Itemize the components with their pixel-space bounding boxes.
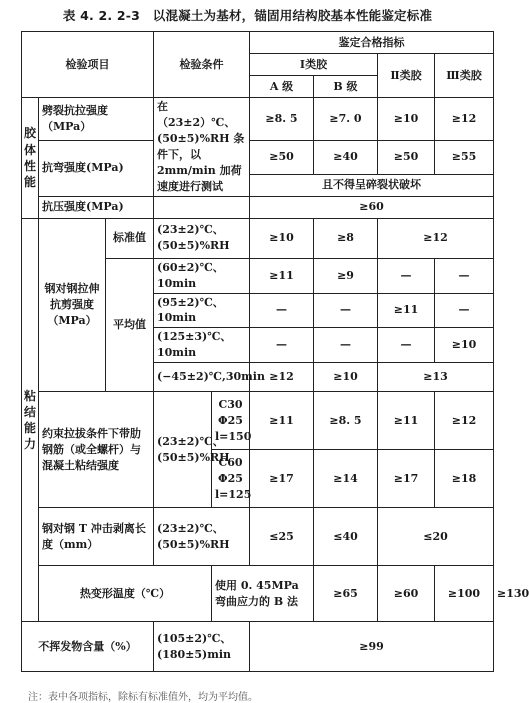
pullout-condition: (23±2)℃、(50±5)%RH (154, 392, 212, 508)
pullout-b: ≥14 (314, 450, 378, 508)
pullout-spec: C60 Φ25 l=125 (212, 450, 250, 508)
glue-flex-item: 抗弯强度(MPa) (39, 141, 154, 197)
peel-c23: ≤20 (378, 508, 494, 566)
header-grade-b: B 级 (314, 76, 378, 98)
header-criteria: 鉴定合格指标 (250, 32, 494, 54)
shear-item: 钢对钢拉伸抗剪强度（MPa） (39, 218, 106, 392)
glue-split-item: 劈裂抗拉强度（MPa） (39, 98, 154, 141)
heat-c2: ≥100 (435, 566, 494, 622)
header-class1: Ⅰ类胶 (250, 54, 378, 76)
shear-avg-c2: — (378, 328, 435, 363)
heat-a: ≥65 (314, 566, 378, 622)
glue-flex-note: 且不得呈碎裂状破坏 (250, 174, 494, 196)
shear-avg-a: — (250, 328, 314, 363)
header-grade-a: A 级 (250, 76, 314, 98)
shear-std-a: ≥10 (250, 218, 314, 258)
glue-comp-condition (154, 196, 250, 218)
heat-condition: 使用 0. 45MPa 弯曲应力的 B 法 (212, 566, 314, 622)
header-item: 检验项目 (22, 32, 154, 98)
glue-flex-b: ≥40 (314, 141, 378, 175)
glue-flex-a: ≥50 (250, 141, 314, 175)
glue-condition: 在（23±2）℃、(50±5)%RH 条件下，以 2mm/min 加荷速度进行测试 (154, 98, 250, 197)
header-class3: Ⅲ类胶 (435, 54, 494, 98)
glue-split-c3: ≥12 (435, 98, 494, 141)
spec-table: 检验项目 检验条件 鉴定合格指标 Ⅰ类胶 Ⅱ类胶 Ⅲ类胶 A 级 B 级 胶体性能 劈裂抗拉强度（MPa） 在（23±2）℃、(50±5)%RH 条件下，以 2mm/min 加荷速度进行测试 ≥8. 5 ≥7. 0 ≥10 ≥12 抗弯强度(MPa) ≥50 ≥40 ≥50 ≥55 且不得呈碎裂状破坏 抗压强度(MPa) ≥60 粘结能力 钢对钢拉伸抗剪强度（MPa） 标准值 (23±2)℃、(50±5)%RH ≥10 ≥8 ≥12 平均值 (60±2)℃、10min ≥11 ≥9 — — (95±2)℃、10min — — ≥11 — (125±3)℃、10min — — — ≥10 (−45±2)℃,30min ≥12 ≥10 ≥13 约束拉拔条件下带肋钢筋（或全螺杆）与混凝土粘结强度 (23±2)℃、(50±5)%RH C30 Φ25 l=150 ≥11 ≥8. 5 ≥11 ≥12 C60 Φ25 l=125 ≥17 ≥14 ≥17 ≥18 钢对钢 T 冲击剥离长度（mm） (23±2)℃、(50±5)%RH ≤25 ≤40 ≤20 热变形温度（℃） 使用 0. 45MPa 弯曲应力的 B 法 ≥65 ≥60 ≥100 ≥130 不挥发物含量（%） (105±2)℃、(180±5)min ≥99 (21, 31, 494, 672)
pullout-a: ≥17 (250, 450, 314, 508)
shear-std-label: 标准值 (106, 218, 154, 258)
header-condition: 检验条件 (154, 32, 250, 98)
group-label-glue: 胶体性能 (22, 98, 39, 219)
glue-split-a: ≥8. 5 (250, 98, 314, 141)
shear-avg-condition: (95±2)℃、10min (154, 293, 250, 328)
shear-avg-condition: (−45±2)℃,30min (154, 363, 250, 392)
shear-avg-c2: — (378, 258, 435, 293)
glue-flex-c3: ≥55 (435, 141, 494, 175)
heat-item: 热变形温度（℃） (39, 566, 212, 622)
shear-avg-condition: (60±2)℃、10min (154, 258, 250, 293)
nonvol-condition: (105±2)℃、(180±5)min (154, 622, 250, 672)
pullout-c3: ≥18 (435, 450, 494, 508)
table-note: 注：表中各项指标，除标有标准值外，均为平均值。 (28, 692, 258, 703)
shear-avg-c2: ≥11 (378, 293, 435, 328)
pullout-b: ≥8. 5 (314, 392, 378, 450)
nonvol-value: ≥99 (250, 622, 494, 672)
shear-avg-b: ≥10 (314, 363, 378, 392)
pullout-c2: ≥17 (378, 450, 435, 508)
shear-std-b: ≥8 (314, 218, 378, 258)
glue-comp-item: 抗压强度(MPa) (39, 196, 154, 218)
pullout-c3: ≥12 (435, 392, 494, 450)
shear-avg-a: — (250, 293, 314, 328)
shear-avg-label: 平均值 (106, 258, 154, 392)
peel-item: 钢对钢 T 冲击剥离长度（mm） (39, 508, 154, 566)
table-title: 表 4. 2. 2-3 以混凝土为基材，锚固用结构胶基本性能鉴定标准 (62, 8, 433, 23)
glue-flex-c2: ≥50 (378, 141, 435, 175)
shear-avg-condition: (125±3)℃、10min (154, 328, 250, 363)
shear-std-condition: (23±2)℃、(50±5)%RH (154, 218, 250, 258)
shear-avg-a: ≥12 (250, 363, 314, 392)
shear-avg-b: ≥9 (314, 258, 378, 293)
heat-b: ≥60 (378, 566, 435, 622)
peel-a: ≤25 (250, 508, 314, 566)
glue-split-c2: ≥10 (378, 98, 435, 141)
pullout-item: 约束拉拔条件下带肋钢筋（或全螺杆）与混凝土粘结强度 (39, 392, 154, 508)
header-class2: Ⅱ类胶 (378, 54, 435, 98)
peel-b: ≤40 (314, 508, 378, 566)
shear-avg-c3: ≥10 (435, 328, 494, 363)
shear-avg-a: ≥11 (250, 258, 314, 293)
pullout-a: ≥11 (250, 392, 314, 450)
nonvol-item: 不挥发物含量（%） (22, 622, 154, 672)
shear-std-c23: ≥12 (378, 218, 494, 258)
shear-avg-c23: ≥13 (378, 363, 494, 392)
pullout-spec: C30 Φ25 l=150 (212, 392, 250, 450)
shear-avg-b: — (314, 293, 378, 328)
pullout-c2: ≥11 (378, 392, 435, 450)
glue-split-b: ≥7. 0 (314, 98, 378, 141)
shear-avg-c3: — (435, 258, 494, 293)
shear-avg-c3: — (435, 293, 494, 328)
group-label-bond: 粘结能力 (22, 218, 39, 622)
glue-comp-value: ≥60 (250, 196, 494, 218)
peel-condition: (23±2)℃、(50±5)%RH (154, 508, 250, 566)
shear-avg-b: — (314, 328, 378, 363)
